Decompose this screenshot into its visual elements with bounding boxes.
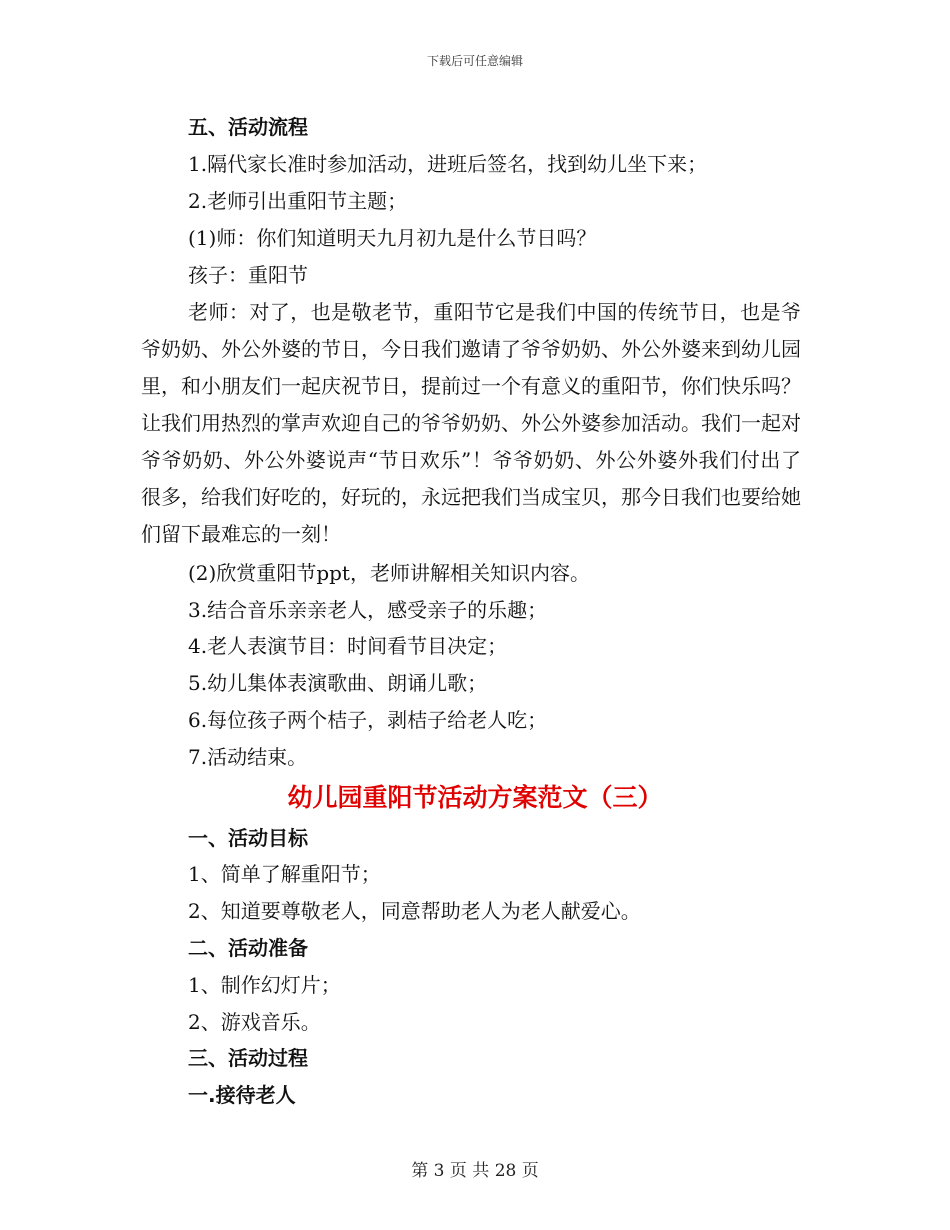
section-heading-process: 五、活动流程 [188,115,308,139]
section-heading-preparation: 二、活动准备 [188,936,308,960]
page-header: 下载后可任意编辑 [426,54,523,68]
list-item: 3.结合音乐亲亲老人，感受亲子的乐趣； [188,598,548,622]
list-item: (1)师：你们知道明天九月初九是什么节日吗？ [188,226,597,250]
list-item: 6.每位孩子两个桔子，剥桔子给老人吃； [188,708,548,732]
list-item: 孩子：重阳节 [188,263,308,287]
teacher-paragraph: 老师：对了，也是敬老节，重阳节它是我们中国的传统节日，也是爷爷奶奶、外公外婆的节日，今日我们邀请了爷爷奶奶、外公外婆来到幼儿园里，和小朋友们一起庆祝节日，提前过一个有意义的重阳节，你们快乐吗？让我们用热烈的掌声欢迎自己的爷爷奶奶、外公外婆参加活动。我们一起对爷爷奶奶、外公外婆说声“节日欢乐”！爷爷奶奶、外公外婆外我们付出了很多，给我们好吃的，好玩的，永远把我们当成宝贝，那今日我们也要给她们留下最难忘的一刻！ [141,300,801,546]
list-item: 1.隔代家长准时参加活动，进班后签名，找到幼儿坐下来； [188,152,708,176]
list-item: 7.活动结束。 [188,745,308,769]
sub-heading-receive-elders: 一.接待老人 [188,1083,296,1107]
list-item: 2.老师引出重阳节主题； [188,189,408,213]
list-item: 1、制作幻灯片； [188,973,341,997]
section-heading-process-3: 三、活动过程 [188,1046,308,1070]
section-heading-goals: 一、活动目标 [188,826,308,850]
page-footer: 第 3 页 共 28 页 [411,1161,539,1181]
list-item: (2)欣赏重阳节ppt，老师讲解相关知识内容。 [188,561,590,585]
list-item: 2、知道要尊敬老人，同意帮助老人为老人献爱心。 [188,899,641,923]
list-item: 4.老人表演节目：时间看节目决定； [188,634,508,658]
list-item: 5.幼儿集体表演歌曲、朗诵儿歌； [188,671,488,695]
document-title: 幼儿园重阳节活动方案范文（三） [287,783,663,812]
list-item: 1、简单了解重阳节； [188,862,381,886]
list-item: 2、游戏音乐。 [188,1010,321,1034]
